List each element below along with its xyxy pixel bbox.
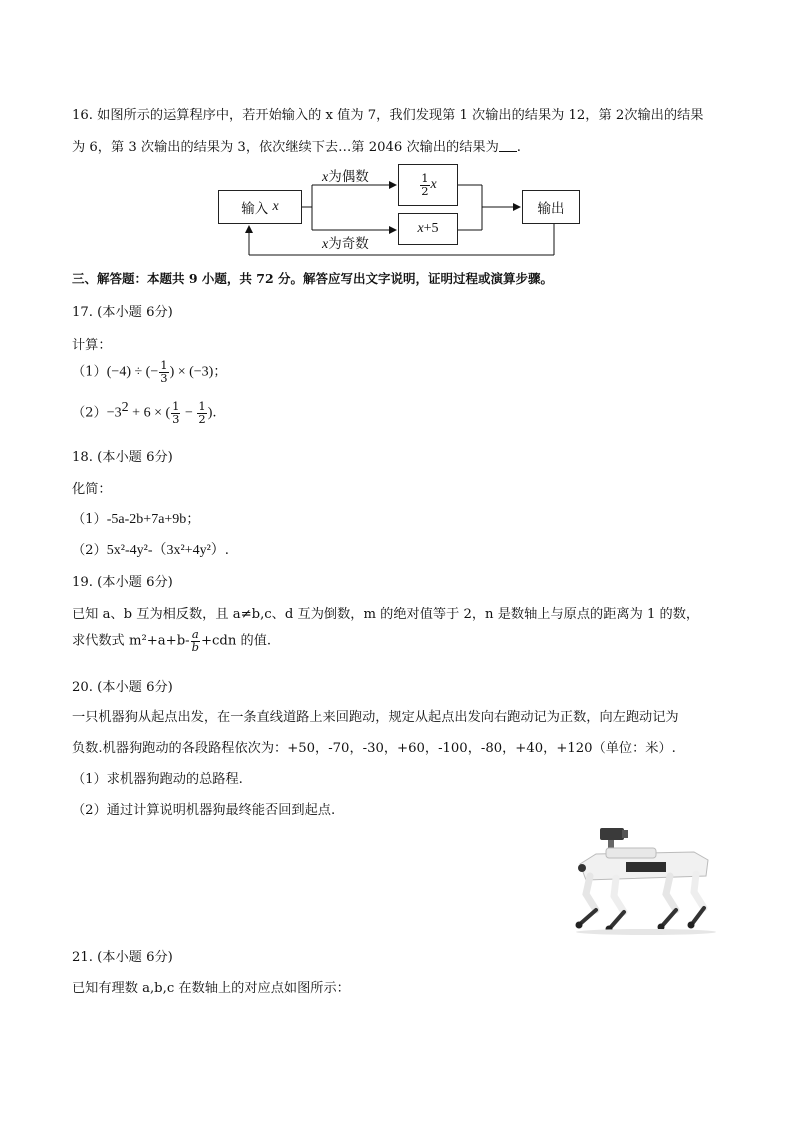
q17-part1: （1）(−4) ÷ (− $\frac{1}{3}$ ) × (−3)； — [72, 358, 227, 385]
flow-odd-label: x为奇数 — [322, 236, 369, 252]
flow-half-fraction: $\frac{1}{2}$ — [421, 171, 429, 198]
q18-lead: 化简： — [72, 482, 112, 497]
q16-line2-end: . — [516, 140, 521, 155]
q16-line2-text: 为 6，第 3 次输出的结果为 3，依次继续下去…第 2046 次输出的结果为 — [72, 140, 499, 155]
q19-line2: 求代数式 m²+a+b- $\frac{a}{b}$ +cdn 的值. — [72, 627, 272, 654]
flow-input-label: 输入 — [241, 201, 269, 217]
flow-even-label: x为偶数 — [322, 169, 369, 185]
q20-heading: 20. (本小题 6分) — [72, 680, 173, 695]
flow-output-label: 输出 — [537, 201, 565, 217]
section-3-heading: 三、解答题：本题共 9 小题，共 72 分。解答应写出文字说明，证明过程或演算步骤。 — [72, 271, 554, 286]
flow-input-box — [218, 190, 302, 224]
q17-part2: $(2)-3^2 + 6$ × ( $\frac{1}{3}$ − $\frac{1}{2}$ ). — [72, 399, 217, 426]
q21-line1: 已知有理数 a,b,c 在数轴上的对应点如图所示： — [72, 981, 350, 996]
q17-heading: 17. (本小题 6分) — [72, 305, 173, 320]
q20-part2: （2）通过计算说明机器狗最终能否回到起点. — [72, 803, 336, 818]
flow-input-var: x — [272, 199, 279, 214]
q20-line2: 负数.机器狗跑动的各段路程依次为：+50，-70，-30，+60，-100，-80，+40，+120（单位：米）. — [72, 741, 676, 756]
q19-line1: 已知 a、b 互为相反数，且 a≠b,c、d 互为倒数，m 的绝对值等于 2，n 是数轴上与原点的距离为 1 的数， — [72, 607, 700, 622]
q21-heading: 21. (本小题 6分) — [72, 950, 173, 965]
flow-output-box — [522, 190, 580, 224]
q18-part1: （1）-5a-2b+7a+9b； — [72, 512, 200, 527]
flow-plus5-box: x +5 — [398, 213, 458, 245]
flow-half-var: x — [430, 177, 437, 192]
flowchart-connectors — [0, 0, 794, 300]
flow-half-box — [398, 164, 458, 206]
q20-line1: 一只机器狗从起点出发，在一条直线道路上来回跑动，规定从起点出发向右跑动记为正数，向左跑动记为 — [72, 710, 679, 725]
q18-part2: （2）5x²-4y²-（3x²+4y²）. — [72, 543, 229, 558]
q18-heading: 18. (本小题 6分) — [72, 450, 173, 465]
q19-heading: 19. (本小题 6分) — [72, 575, 173, 590]
robot-dog-image — [566, 824, 726, 936]
q17-lead: 计算： — [72, 338, 112, 353]
q16-line1: 16. 如图所示的运算程序中，若开始输入的 x 值为 7，我们发现第 1 次输出的结果为 12，第 2次输出的结果 — [72, 108, 704, 123]
q20-part1: （1）求机器狗跑动的总路程. — [72, 772, 243, 787]
